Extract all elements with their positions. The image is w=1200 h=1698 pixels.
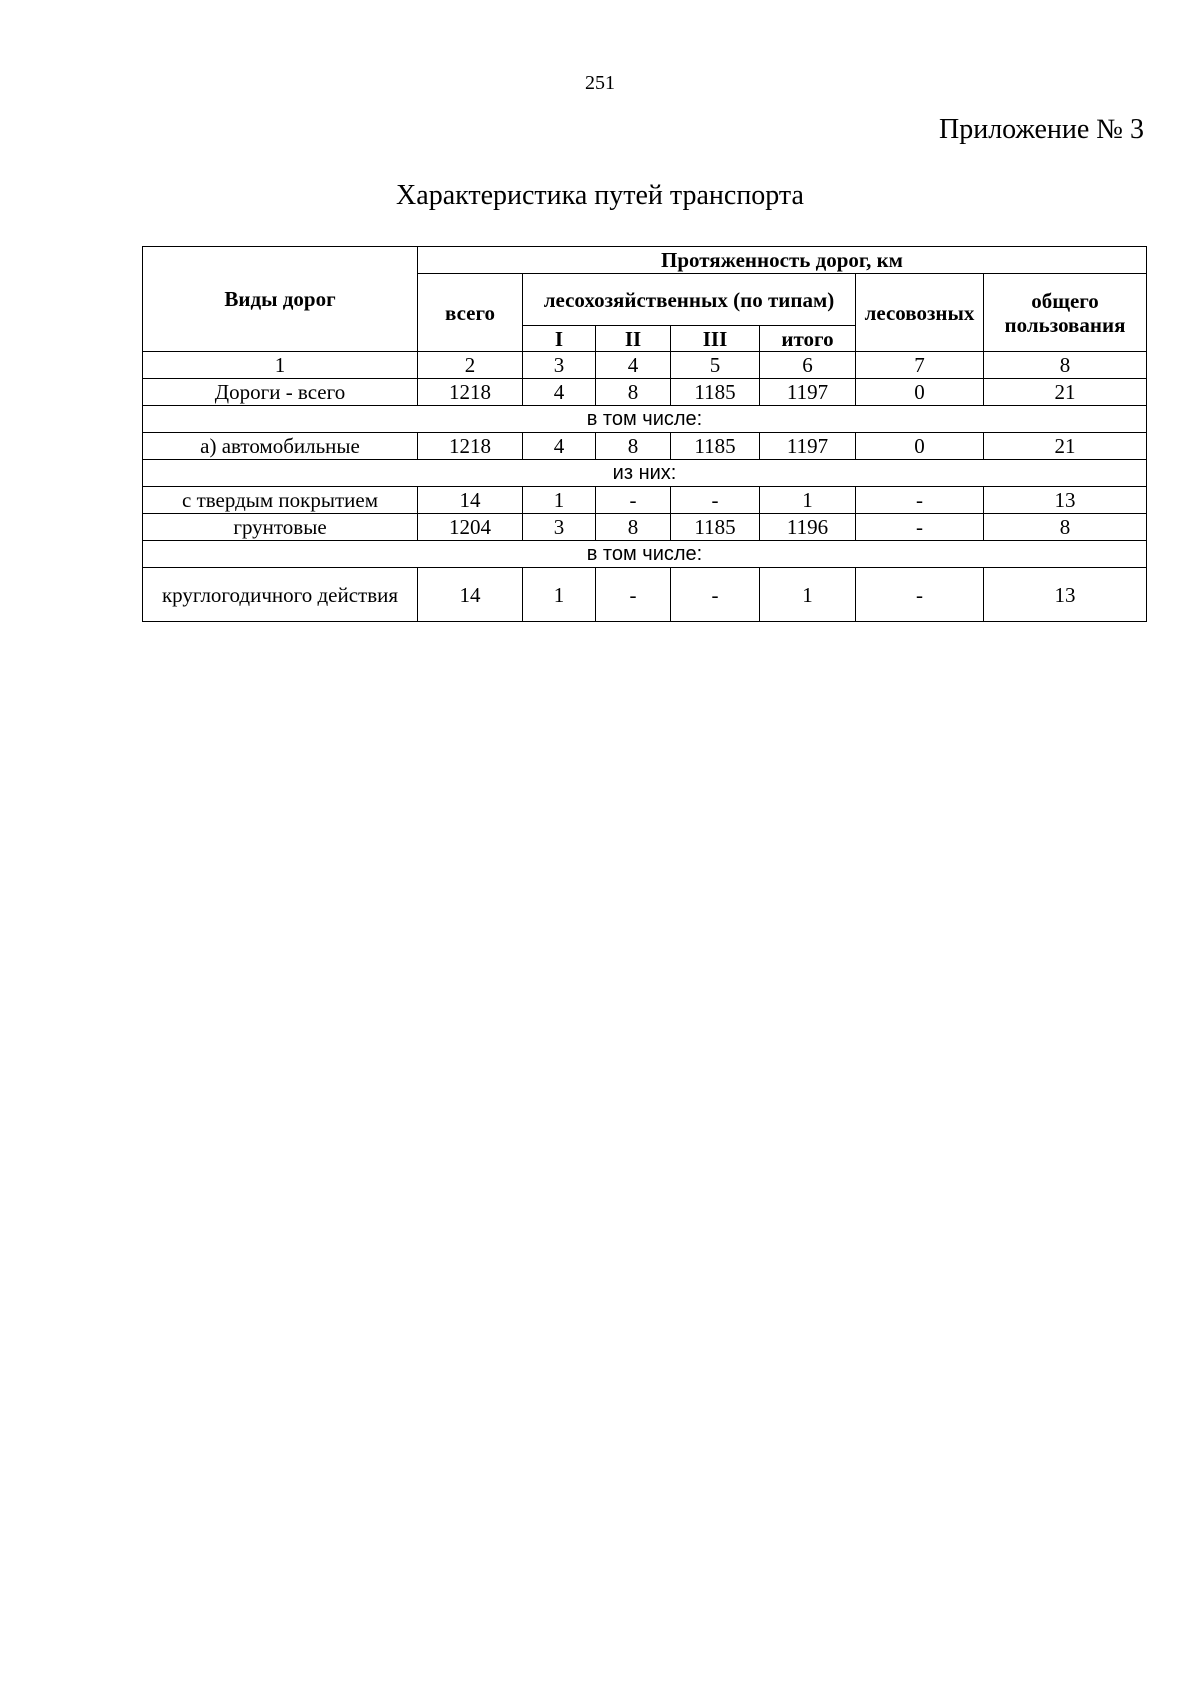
table-cell: 14 [418,568,523,622]
column-number: 8 [984,352,1147,379]
table-body [143,352,1147,622]
row-label: круглогодичного действия [143,568,418,622]
section-label: в том числе: [143,406,1147,433]
header-logging-roads: лесовозных [856,274,984,352]
table-cell: 1 [760,487,856,514]
table-cell: - [856,487,984,514]
table-cell: - [856,514,984,541]
header-total: всего [418,274,523,352]
header-subtotal: итого [760,326,856,352]
section-label: из них: [143,460,1147,487]
table-row [143,487,1147,514]
table-cell: 0 [856,433,984,460]
header-forest-management: лесохозяйственных (по типам) [523,274,856,326]
table-cell: 1197 [760,379,856,406]
table-cell: 1 [523,568,596,622]
table-row [143,514,1147,541]
row-label: а) автомобильные [143,433,418,460]
column-number-row [143,352,1147,379]
column-number: 1 [143,352,418,379]
row-label: Дороги - всего [143,379,418,406]
table-cell: 0 [856,379,984,406]
table-cell: 1196 [760,514,856,541]
table-cell: 3 [523,514,596,541]
table-cell: 1 [523,487,596,514]
column-number: 4 [596,352,671,379]
header-road-length: Протяженность дорог, км [418,247,1147,274]
section-row [143,541,1147,568]
column-number: 3 [523,352,596,379]
section-row [143,406,1147,433]
table-cell: 13 [984,568,1147,622]
table-cell: 1185 [671,379,760,406]
table-cell: - [596,568,671,622]
table-cell: 13 [984,487,1147,514]
header-type-1: I [523,326,596,352]
section-row [143,460,1147,487]
table-cell: 8 [596,433,671,460]
table-cell: 21 [984,379,1147,406]
table-cell: - [671,487,760,514]
table-cell: 4 [523,379,596,406]
header-type-3: III [671,326,760,352]
row-label: с твердым покрытием [143,487,418,514]
table-cell: 1204 [418,514,523,541]
table-row [143,379,1147,406]
column-number: 6 [760,352,856,379]
roads-table [142,246,1147,622]
appendix-label: Приложение № 3 [939,114,1144,145]
table-cell: 4 [523,433,596,460]
table-cell: 14 [418,487,523,514]
column-number: 5 [671,352,760,379]
table-row [143,433,1147,460]
row-label: грунтовые [143,514,418,541]
document-title: Характеристика путей транспорта [396,180,804,211]
table-cell: 1218 [418,379,523,406]
table-cell: 1218 [418,433,523,460]
table-cell: - [671,568,760,622]
table-cell: 8 [984,514,1147,541]
header-public-roads: общего пользования [984,274,1147,352]
table-cell: - [856,568,984,622]
header-road-types: Виды дорог [143,247,418,352]
table-header [143,247,1147,352]
table-cell: 1185 [671,433,760,460]
table-row [143,568,1147,622]
table-cell: 8 [596,514,671,541]
column-number: 7 [856,352,984,379]
table-cell: 1185 [671,514,760,541]
page-number: 251 [585,72,615,94]
table-cell: 1197 [760,433,856,460]
table-cell: 1 [760,568,856,622]
header-type-2: II [596,326,671,352]
table-cell: 8 [596,379,671,406]
table-cell: - [596,487,671,514]
column-number: 2 [418,352,523,379]
table-cell: 21 [984,433,1147,460]
section-label: в том числе: [143,541,1147,568]
